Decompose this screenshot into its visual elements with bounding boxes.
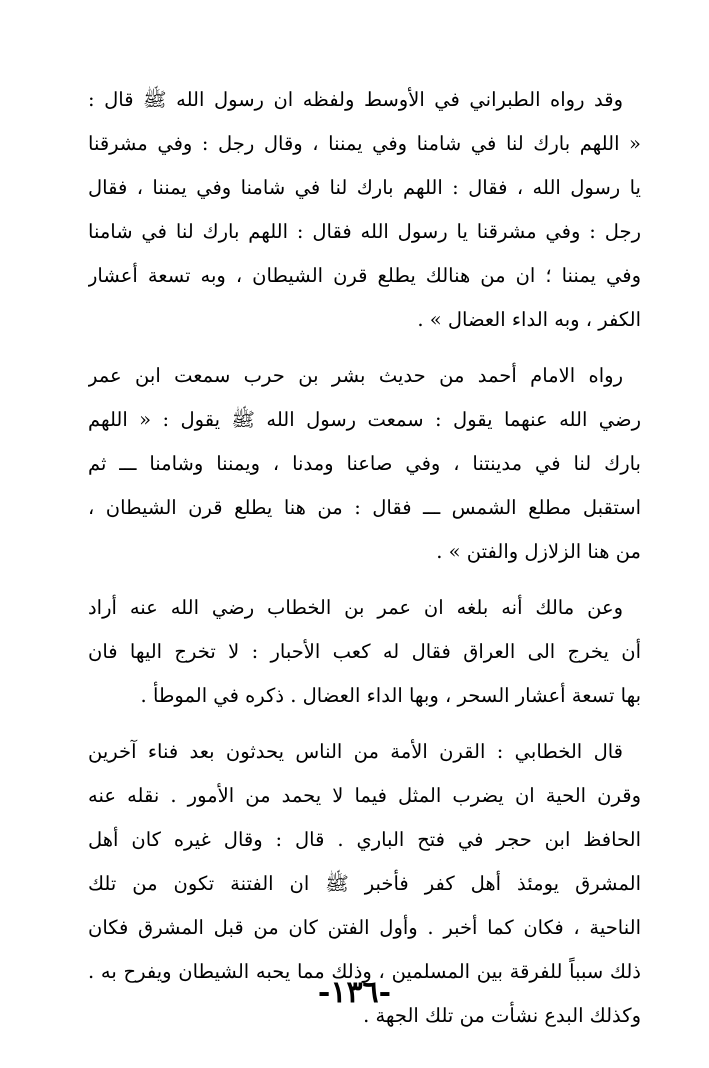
text-line: وفي يمننا ؛ ان من هنالك يطلع قرن الشيطان ، وبه تسعة أعشار xyxy=(88,264,641,287)
text-line: وعن مالك أنه بلغه ان عمر بن الخطاب رضي الله عنه أراد xyxy=(88,596,623,619)
text-line: استقبل مطلع الشمس ـــ فقال : من هنا يطلع قرن الشيطان ، xyxy=(88,496,641,519)
paragraph-gap xyxy=(88,342,641,354)
text-line: رضي الله عنهما يقول : سمعت رسول الله ﷺ يقول : « اللهم xyxy=(88,408,641,431)
text-line: من هنا الزلازل والفتن » . xyxy=(436,540,641,563)
text-line: يا رسول الله ، فقال : اللهم بارك لنا في شامنا وفي يمننا ، فقال xyxy=(88,176,641,199)
paragraph-tabarani xyxy=(88,78,641,342)
paragraph-gap xyxy=(88,718,641,730)
text-line: بارك لنا في مدينتنا ، وفي صاعنا ومدنا ، ويمننا وشامنا ـــ ثم xyxy=(88,452,641,475)
document-page xyxy=(88,78,641,1038)
text-line: الناحية ، فكان كما أخبر . وأول الفتن كان من قبل المشرق فكان xyxy=(88,916,641,939)
text-line: وكذلك البدع نشأت من تلك الجهة . xyxy=(363,1004,641,1027)
text-line: الكفر ، وبه الداء العضال » . xyxy=(417,308,641,331)
paragraph-malik xyxy=(88,586,641,718)
text-line: وقد رواه الطبراني في الأوسط ولفظه ان رسول الله ﷺ قال : xyxy=(88,88,623,111)
paragraph-gap xyxy=(88,574,641,586)
text-line: قال الخطابي : القرن الأمة من الناس يحدثون بعد فناء آخرين xyxy=(88,740,623,763)
text-line: المشرق يومئذ أهل كفر فأخبر ﷺ ان الفتنة تكون من تلك xyxy=(88,872,641,895)
text-line: ذلك سبباً للفرقة بين المسلمين ، وذلك مما يحبه الشيطان ويفرح به . xyxy=(88,960,641,983)
text-line: رجل : وفي مشرقنا يا رسول الله فقال : اللهم بارك لنا في شامنا xyxy=(88,220,641,243)
text-line: أن يخرج الى العراق فقال له كعب الأحبار : لا تخرج اليها فان xyxy=(88,640,641,663)
text-line: « اللهم بارك لنا في شامنا وفي يمننا ، وقال رجل : وفي مشرقنا xyxy=(88,132,641,155)
text-line: رواه الامام أحمد من حديث بشر بن حرب سمعت ابن عمر xyxy=(88,364,623,387)
page-number: -١٣٦- xyxy=(317,975,392,1010)
paragraph-ahmad xyxy=(88,354,641,574)
text-line: وقرن الحية ان يضرب المثل فيما لا يحمد من الأمور . نقله عنه xyxy=(88,784,641,807)
text-line: الحافظ ابن حجر في فتح الباري . قال : وقال غيره كان أهل xyxy=(88,828,641,851)
text-line: بها تسعة أعشار السحر ، وبها الداء العضال . ذكره في الموطأ . xyxy=(140,684,641,707)
